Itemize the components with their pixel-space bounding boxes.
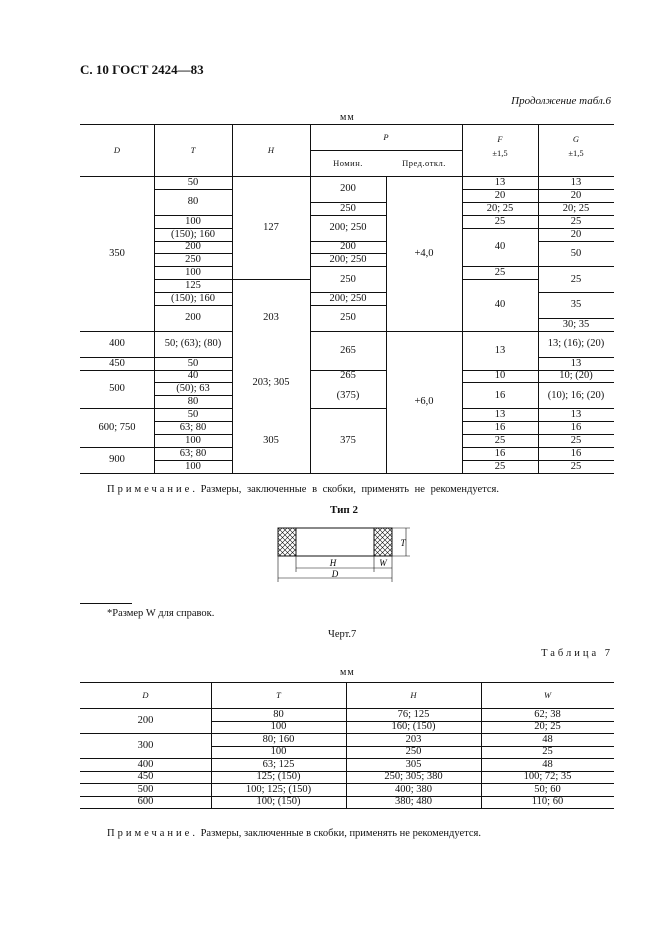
cell-d: 900	[109, 454, 125, 466]
cell-t: 125; (150)	[256, 771, 301, 783]
header-h: H	[410, 689, 417, 700]
cell-h: 250	[405, 746, 422, 758]
header-t: T	[276, 689, 281, 700]
cell-h: 160; (150)	[391, 721, 436, 733]
table6-units: мм	[340, 112, 355, 123]
cell-g: 35	[570, 299, 582, 311]
cell-p-nominal: 200	[340, 183, 356, 195]
cell-g: (10); 16; (20)	[547, 389, 605, 401]
drawing-title: Тип 2	[330, 504, 358, 516]
cell-h: 203; 305	[252, 376, 290, 388]
cell-t: 200	[185, 241, 201, 253]
cell-f: 20; 25	[486, 202, 514, 214]
table-rule	[80, 808, 211, 809]
footnote-rule	[80, 603, 132, 604]
cell-g: 20	[570, 189, 582, 201]
cell-g: 13	[570, 357, 582, 369]
label-h: H	[329, 558, 337, 568]
cell-w: 100; 72; 35	[523, 771, 572, 783]
cell-d: 450	[109, 357, 125, 369]
cell-w: 110; 60	[531, 796, 564, 808]
cell-g: 13	[570, 176, 582, 188]
cell-h: 305	[405, 758, 422, 770]
cell-t: 125	[185, 280, 201, 292]
cell-g: 20; 25	[562, 202, 590, 214]
cell-t: 250	[185, 254, 201, 266]
cell-t: 100; (150)	[256, 796, 301, 808]
cell-w: 62; 38	[534, 708, 561, 720]
cell-d: 400	[137, 758, 154, 770]
cell-h: 400; 380	[394, 783, 433, 795]
cell-h: 203	[405, 733, 422, 745]
cell-g: 25	[570, 434, 582, 446]
cell-g: 16	[570, 422, 582, 434]
cell-p-nominal: 200; 250	[329, 254, 367, 266]
cell-t: 80	[273, 708, 284, 720]
table-rule	[80, 473, 154, 474]
table7-note	[107, 828, 481, 839]
cell-g: 25	[570, 273, 582, 285]
cell-t: 63; 125	[262, 758, 295, 770]
table7-units: мм	[340, 667, 355, 678]
table-rule	[232, 473, 310, 474]
cell-t: 50; (63); (80)	[164, 338, 222, 350]
cell-f: 13	[494, 409, 506, 421]
cell-p-nominal: 250	[340, 312, 356, 324]
cell-f: 16	[494, 447, 506, 459]
cell-p-nominal: 375	[340, 434, 356, 446]
page-header: С. 10 ГОСТ 2424—83	[80, 62, 204, 77]
cell-h: 203	[263, 312, 279, 324]
cell-p-nominal: 200; 250	[329, 222, 367, 234]
cell-w: 25	[542, 746, 553, 758]
cell-g: 16	[570, 447, 582, 459]
cell-h: 380; 480	[394, 796, 433, 808]
cell-d: 400	[109, 338, 125, 350]
table-rule	[211, 808, 614, 809]
cell-p-nominal: 200; 250	[329, 293, 367, 305]
cell-t: 200	[185, 312, 201, 324]
header-g: G	[572, 133, 580, 144]
label-t: T	[400, 538, 406, 548]
header-p-deviation: Пред.откл.	[402, 157, 446, 168]
table7-label: Таблица 7	[541, 648, 613, 659]
cell-f: 16	[494, 422, 506, 434]
cell-t: 80	[187, 196, 199, 208]
cell-p-nominal: 200	[340, 241, 356, 253]
table-rule	[310, 473, 386, 474]
table-rule	[386, 473, 462, 474]
cell-w: 48	[542, 758, 553, 770]
cell-t: 100	[270, 721, 287, 733]
note-label: Примечание.	[107, 828, 198, 839]
cell-g: 13	[570, 409, 582, 421]
header-h: H	[267, 144, 275, 155]
cell-g: 20	[570, 228, 582, 240]
cell-h: 250; 305; 380	[384, 771, 443, 783]
cell-f: 20	[494, 189, 506, 201]
cell-t: 63; 80	[179, 422, 207, 434]
cell-t: 80	[187, 396, 199, 408]
cell-t: 100	[185, 267, 201, 279]
cell-f: 40	[494, 299, 506, 311]
cell-t: 100	[185, 460, 201, 472]
cell-d: 350	[109, 247, 125, 259]
cell-f: 40	[494, 241, 506, 253]
table-7-grid	[80, 682, 614, 818]
cell-f: 25	[494, 460, 506, 472]
header-d: D	[142, 689, 149, 700]
cell-w: 20; 25	[534, 721, 561, 733]
cell-t: 100; 125; (150)	[245, 783, 312, 795]
cell-f: 13	[494, 344, 506, 356]
label-d: D	[331, 569, 339, 579]
cell-t: 50	[187, 176, 199, 188]
table6-note	[107, 484, 499, 495]
cell-t: (50); 63	[176, 383, 210, 395]
cell-p-nominal: 265	[340, 344, 356, 356]
cell-d: 300	[137, 740, 154, 751]
cell-f: 16	[494, 389, 506, 401]
cell-g: 50	[570, 247, 582, 259]
table-rule	[154, 473, 232, 474]
cell-d: 450	[137, 771, 154, 783]
cell-f: 25	[494, 267, 506, 279]
cell-f: 10	[494, 370, 506, 382]
figure-caption: Черт.7	[328, 629, 357, 640]
header-p: P	[383, 131, 389, 142]
cell-d: 600	[137, 796, 154, 808]
note-text: Размеры, заключенные в скобки, применять не рекомендуется.	[200, 484, 499, 495]
cell-p-nominal: 265	[340, 370, 356, 382]
cell-t: 63; 80	[179, 447, 207, 459]
cell-d: 500	[109, 383, 125, 395]
note-text: Размеры, заключенные в скобки, применять не рекомендуется.	[200, 828, 481, 839]
table-continuation-label: Продолжение табл.6	[511, 95, 611, 107]
table-rule	[232, 279, 310, 280]
cell-w: 48	[542, 733, 553, 745]
cell-f: 25	[494, 215, 506, 227]
cell-t: 100	[270, 746, 287, 758]
cell-d: 600; 750	[98, 422, 136, 434]
cell-t: 100	[185, 215, 201, 227]
header-p-nominal: Номин.	[333, 157, 363, 168]
cell-p-nominal: 250	[340, 273, 356, 285]
cell-p-nominal: 250	[340, 202, 356, 214]
cell-f: 13	[494, 176, 506, 188]
cell-t: 80; 160	[262, 733, 295, 745]
label-w: W	[379, 558, 387, 568]
table-6-grid	[80, 124, 614, 476]
cell-f: 25	[494, 434, 506, 446]
cell-t: 40	[187, 370, 199, 382]
cell-p-nominal: (375)	[336, 389, 360, 401]
table-rule	[462, 473, 538, 474]
header-w: W	[543, 689, 552, 700]
footnote: *Размер W для справок.	[107, 608, 215, 619]
cell-h: 305	[263, 434, 279, 446]
table-rule	[538, 473, 614, 474]
cell-g: 25	[570, 215, 582, 227]
cell-d: 200	[137, 715, 154, 726]
cell-g: 10; (20)	[559, 370, 593, 382]
cell-g: 25	[570, 460, 582, 472]
cell-d: 500	[137, 783, 154, 795]
ring-drawing	[270, 520, 420, 590]
header-g-tolerance: ±1,5	[568, 147, 584, 158]
cell-g: 30; 35	[562, 318, 590, 330]
header-t: T	[190, 144, 196, 155]
cell-w: 50; 60	[534, 783, 561, 795]
cell-t: 100	[185, 434, 201, 446]
header-d: D	[113, 144, 121, 155]
cell-t: 50	[187, 409, 199, 421]
cell-p-deviation: +4,0	[414, 247, 434, 259]
cell-t: (150); 160	[170, 228, 216, 240]
cell-t: (150); 160	[170, 293, 216, 305]
cell-t: 50	[187, 357, 199, 369]
header-f-tolerance: ±1,5	[492, 147, 508, 158]
cell-g: 13; (16); (20)	[547, 338, 605, 350]
cell-h: 76; 125	[397, 708, 430, 720]
note-label: Примечание.	[107, 484, 198, 495]
cell-h: 127	[263, 222, 279, 234]
cell-p-deviation: +6,0	[414, 396, 434, 408]
header-f: F	[497, 133, 503, 144]
